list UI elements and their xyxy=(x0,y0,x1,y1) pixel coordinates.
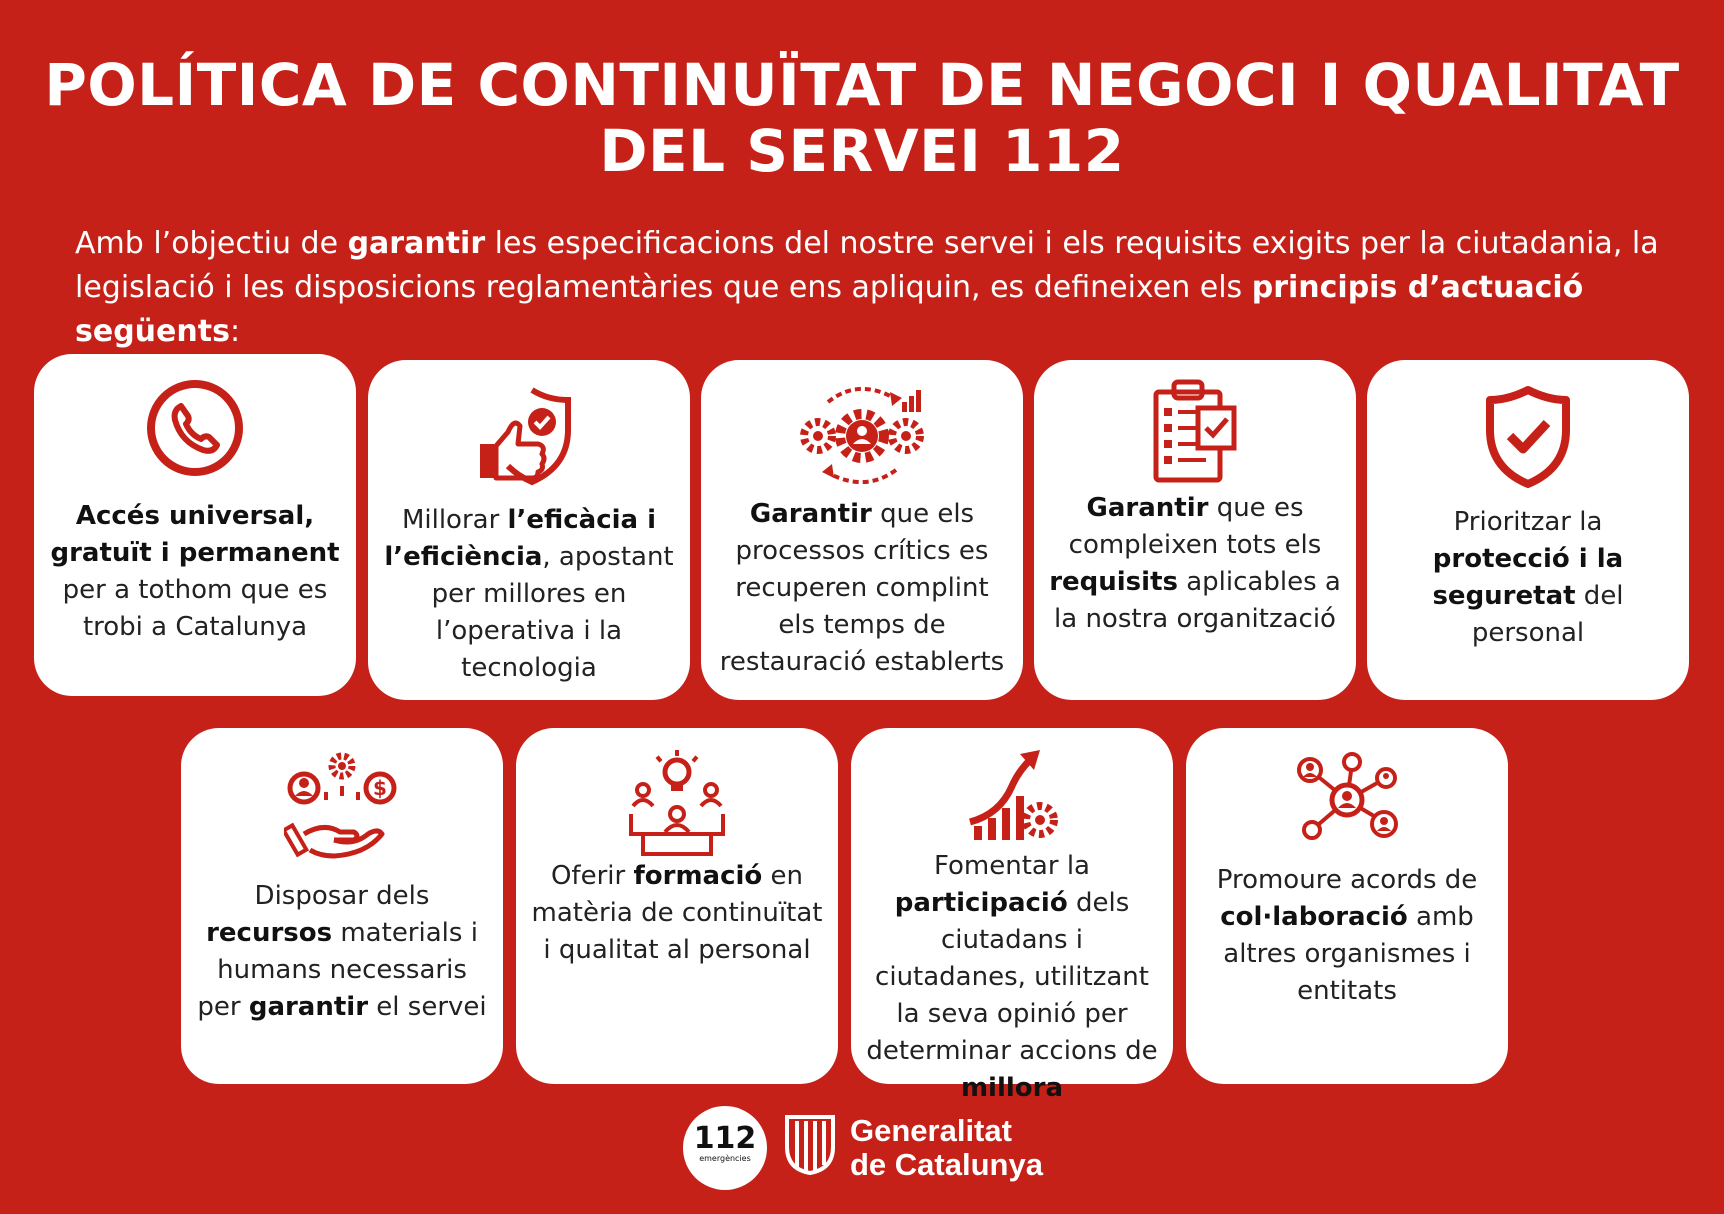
intro-text-2: les especificacions del nostre servei i els requisits exigits per la ciutadania, la legislació i les disposicions reglamentàries que ens apliquin, es defineixen els xyxy=(75,226,1659,305)
thumbs-up-shield-icon xyxy=(474,382,584,492)
principle-text-bold: recursos xyxy=(206,918,333,948)
principle-text-bold: l’eficàcia i l’eficiència xyxy=(384,505,657,572)
principle-text-bold: Garantir xyxy=(749,499,872,529)
principle-text-segment: Fomentar la xyxy=(934,851,1090,881)
principle-text xyxy=(382,502,676,687)
principle-text-bold: millora xyxy=(960,1073,1064,1103)
principle-text-segment: Disposar dels xyxy=(254,881,430,911)
principle-card-universal-access xyxy=(34,354,356,696)
principle-text-segment: , apostant per millores en l’operativa i la tecnologia xyxy=(431,542,674,683)
generalitat-seal-icon xyxy=(783,1113,837,1175)
principle-text-bold: col·laboració xyxy=(1220,902,1408,932)
principle-text-segment: que es compleixen tots els xyxy=(1068,493,1322,560)
principle-text-segment: Promoure acords de xyxy=(1216,865,1478,895)
principle-text xyxy=(195,878,489,1026)
logo-112-emergencies xyxy=(683,1106,767,1190)
intro-paragraph xyxy=(75,222,1665,354)
phone-icon xyxy=(145,378,245,478)
principle-text-segment: en matèria de continuïtat i qualitat al personal xyxy=(531,861,823,965)
principle-text-bold: formació xyxy=(633,861,763,891)
growth-chart-gear-icon xyxy=(964,750,1060,846)
page-title xyxy=(0,52,1724,184)
principle-card-participation xyxy=(851,728,1173,1103)
principle-text-bold: requisits xyxy=(1049,567,1178,597)
principle-text xyxy=(865,848,1159,1107)
principle-text-segment: Prioritzar la xyxy=(1453,507,1603,537)
principle-text-bold: protecció i la seguretat xyxy=(1432,544,1624,611)
logo-112-sub: emergències xyxy=(699,1154,751,1163)
intro-bold-2: principis d’actuació següents xyxy=(75,270,1584,349)
gears-cycle-icon xyxy=(798,380,926,490)
principle-text xyxy=(1381,504,1675,652)
principle-card-requirements xyxy=(1034,360,1356,700)
principle-text xyxy=(48,498,342,646)
generalitat-logo-text xyxy=(850,1114,1043,1182)
intro-bold-1: garantir xyxy=(347,226,486,261)
principle-text xyxy=(1048,490,1342,638)
principle-text-bold: Garantir xyxy=(1086,493,1209,523)
generalitat-line-2: de Catalunya xyxy=(850,1147,1043,1182)
network-people-icon xyxy=(1292,752,1402,848)
principle-text-segment: que els processos crítics es recuperen complint els temps de restauració establerts xyxy=(719,499,1005,677)
title-line-2: DEL SERVEI 112 xyxy=(599,117,1125,185)
principle-text xyxy=(715,496,1009,681)
intro-text-1: Amb l’objectiu de xyxy=(75,226,348,261)
generalitat-line-1: Generalitat xyxy=(850,1113,1012,1148)
principle-text-bold: Accés universal, gratuït i permanent xyxy=(50,501,340,568)
principle-text xyxy=(1200,862,1494,1010)
principle-text-segment: amb altres organismes i entitats xyxy=(1223,902,1474,1006)
principle-text-bold: participació xyxy=(894,888,1068,918)
principle-text-segment: Millorar xyxy=(401,505,508,535)
principle-text-segment: el servei xyxy=(368,992,487,1022)
principle-text xyxy=(530,858,824,969)
principle-card-efficiency xyxy=(368,360,690,700)
shield-check-icon xyxy=(1484,384,1572,488)
principle-text-bold: garantir xyxy=(248,992,369,1022)
training-lightbulb-icon xyxy=(629,750,725,858)
intro-text-3: : xyxy=(229,314,241,349)
title-line-1: POLÍTICA DE CONTINUÏTAT DE NEGOCI I QUALITAT xyxy=(44,51,1680,119)
principle-text-segment: materials i humans necessaris per xyxy=(197,918,478,1022)
resources-hand-icon xyxy=(284,752,400,860)
principle-card-resources xyxy=(181,728,503,1084)
principle-text-segment: per a tothom que es trobi a Catalunya xyxy=(62,575,328,642)
svg-text:$: $ xyxy=(373,776,387,800)
logo-112-number: 112 xyxy=(693,1121,757,1156)
principle-text-segment: Oferir xyxy=(550,861,634,891)
principle-card-critical-processes xyxy=(701,360,1023,700)
principle-card-collaboration xyxy=(1186,728,1508,1084)
principle-text-segment: dels ciutadans i ciutadanes, utilitzant la seva opinió per determinar accions de xyxy=(866,888,1158,1066)
principle-text-segment: del personal xyxy=(1471,581,1624,648)
principle-card-staff-safety xyxy=(1367,360,1689,700)
clipboard-check-icon xyxy=(1150,378,1240,486)
principle-card-training xyxy=(516,728,838,1084)
principle-text-segment: aplicables a la nostra organització xyxy=(1054,567,1341,634)
